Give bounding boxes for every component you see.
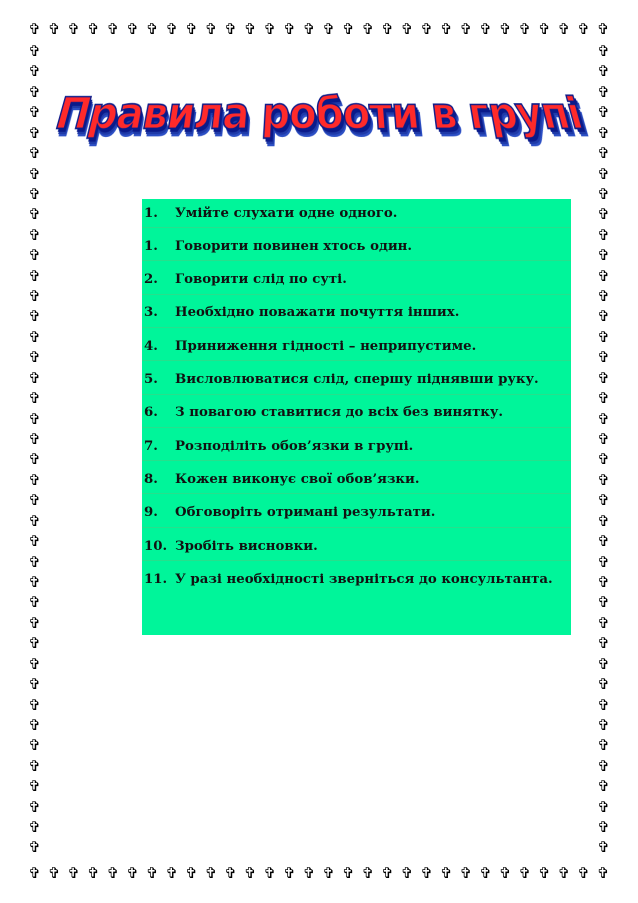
person-figure-icon: ✞	[28, 164, 41, 183]
person-figure-icon: ✞	[597, 777, 610, 796]
person-figure-icon: ✞	[597, 756, 610, 775]
person-figure-icon: ✞	[106, 864, 120, 882]
person-figure-icon: ✞	[28, 593, 41, 612]
person-figure-icon: ✞	[243, 20, 257, 38]
rule-item	[142, 399, 571, 428]
person-figure-icon: ✞	[28, 797, 41, 816]
rule-number: 3.	[144, 305, 158, 321]
rule-number: 6.	[144, 405, 158, 421]
person-figure-icon: ✞	[400, 864, 414, 882]
person-figure-icon: ✞	[597, 225, 610, 244]
person-figure-icon: ✞	[28, 450, 41, 469]
person-figure-icon: ✞	[341, 20, 355, 38]
page-border-left	[27, 44, 42, 856]
person-figure-icon: ✞	[322, 864, 335, 882]
rule-item	[142, 366, 571, 395]
person-figure-icon: ✞	[28, 42, 41, 60]
person-figure-icon: ✞	[597, 532, 610, 551]
rule-number: 4.	[144, 338, 158, 354]
person-figure-icon: ✞	[106, 20, 120, 38]
page-border-right	[596, 44, 611, 856]
rule-item	[142, 499, 571, 528]
person-figure-icon: ✞	[597, 184, 610, 203]
person-figure-icon: ✞	[597, 205, 610, 224]
person-figure-icon: ✞	[165, 864, 179, 882]
person-figure-icon: ✞	[459, 20, 473, 38]
person-figure-icon: ✞	[479, 20, 492, 38]
person-figure-icon: ✞	[597, 613, 610, 632]
rule-number: 7.	[144, 438, 158, 454]
person-figure-icon: ✞	[597, 348, 610, 367]
person-figure-icon: ✞	[28, 695, 41, 714]
person-figure-icon: ✞	[28, 470, 41, 489]
person-figure-icon: ✞	[28, 430, 41, 449]
person-figure-icon: ✞	[597, 62, 610, 81]
person-figure-icon: ✞	[28, 307, 41, 326]
person-figure-icon: ✞	[518, 20, 532, 38]
person-figure-icon: ✞	[596, 20, 610, 38]
person-figure-icon: ✞	[28, 348, 41, 367]
person-figure-icon: ✞	[28, 266, 41, 285]
person-figure-icon: ✞	[185, 864, 198, 882]
person-figure-icon: ✞	[145, 864, 159, 882]
person-figure-icon: ✞	[597, 368, 610, 387]
person-figure-icon: ✞	[597, 307, 610, 326]
person-figure-icon: ✞	[597, 82, 610, 101]
person-figure-icon: ✞	[28, 491, 41, 510]
person-figure-icon: ✞	[126, 864, 139, 882]
rule-item	[142, 199, 571, 228]
rule-text: Говорити слід по суті.	[175, 272, 347, 288]
person-figure-icon: ✞	[28, 777, 41, 796]
person-figure-icon: ✞	[28, 287, 41, 306]
person-figure-icon: ✞	[28, 327, 41, 346]
person-figure-icon: ✞	[597, 715, 610, 734]
person-figure-icon: ✞	[597, 287, 610, 306]
person-figure-icon: ✞	[28, 552, 41, 571]
person-figure-icon: ✞	[28, 838, 41, 857]
person-figure-icon: ✞	[597, 430, 610, 449]
person-figure-icon: ✞	[538, 864, 551, 882]
person-figure-icon: ✞	[597, 470, 610, 489]
person-figure-icon: ✞	[28, 82, 41, 101]
rule-text: Зробіть висновки.	[175, 538, 318, 554]
person-figure-icon: ✞	[597, 736, 610, 755]
person-figure-icon: ✞	[597, 511, 610, 530]
person-figure-icon: ✞	[381, 20, 394, 38]
person-figure-icon: ✞	[28, 144, 41, 163]
rule-text: Розподіліть обов’язки в групі.	[175, 438, 414, 454]
rule-item	[142, 232, 571, 261]
person-figure-icon: ✞	[420, 864, 433, 882]
rule-text: У разі необхідності зверніться до консультанта.	[175, 571, 553, 587]
person-figure-icon: ✞	[597, 654, 610, 673]
person-figure-icon: ✞	[518, 864, 532, 882]
person-figure-icon: ✞	[283, 20, 296, 38]
page-title: Правила роботи в групі	[49, 89, 589, 140]
person-figure-icon: ✞	[597, 123, 610, 142]
rules-list	[142, 199, 571, 635]
person-figure-icon: ✞	[28, 246, 41, 265]
person-figure-icon: ✞	[126, 20, 139, 38]
person-figure-icon: ✞	[322, 20, 335, 38]
person-figure-icon: ✞	[597, 572, 610, 591]
rule-item	[142, 332, 571, 361]
person-figure-icon: ✞	[28, 409, 41, 428]
rule-text: Необхідно поважати почуття інших.	[175, 305, 460, 321]
person-figure-icon: ✞	[597, 695, 610, 714]
person-figure-icon: ✞	[597, 42, 610, 60]
person-figure-icon: ✞	[597, 675, 610, 694]
person-figure-icon: ✞	[302, 864, 316, 882]
person-figure-icon: ✞	[557, 864, 571, 882]
person-figure-icon: ✞	[302, 20, 316, 38]
person-figure-icon: ✞	[479, 864, 492, 882]
person-figure-icon: ✞	[597, 144, 610, 163]
person-figure-icon: ✞	[224, 20, 237, 38]
rule-text: Приниження гідності – неприпустиме.	[175, 338, 477, 354]
rule-item	[142, 532, 571, 561]
person-figure-icon: ✞	[498, 864, 512, 882]
person-figure-icon: ✞	[28, 123, 41, 142]
person-figure-icon: ✞	[597, 103, 610, 122]
person-figure-icon: ✞	[361, 20, 375, 38]
person-figure-icon: ✞	[597, 450, 610, 469]
rule-number: 10.	[144, 538, 168, 554]
person-figure-icon: ✞	[28, 368, 41, 387]
person-figure-icon: ✞	[263, 20, 277, 38]
rule-item	[142, 465, 571, 494]
rule-number: 2.	[144, 272, 158, 288]
page-border-top	[27, 22, 611, 37]
person-figure-icon: ✞	[597, 246, 610, 265]
person-figure-icon: ✞	[28, 715, 41, 734]
rule-item	[142, 266, 571, 295]
person-figure-icon: ✞	[28, 613, 41, 632]
person-figure-icon: ✞	[597, 838, 610, 857]
person-figure-icon: ✞	[597, 491, 610, 510]
person-figure-icon: ✞	[204, 20, 218, 38]
person-figure-icon: ✞	[185, 20, 198, 38]
person-figure-icon: ✞	[28, 225, 41, 244]
person-figure-icon: ✞	[596, 864, 610, 882]
person-figure-icon: ✞	[597, 266, 610, 285]
person-figure-icon: ✞	[440, 864, 453, 882]
person-figure-icon: ✞	[28, 532, 41, 551]
person-figure-icon: ✞	[577, 864, 590, 882]
person-figure-icon: ✞	[459, 864, 473, 882]
rule-number: 11.	[144, 571, 168, 587]
rule-item	[142, 565, 571, 593]
rule-number: 5.	[144, 372, 158, 387]
person-figure-icon: ✞	[28, 511, 41, 530]
person-figure-icon: ✞	[67, 20, 80, 38]
person-figure-icon: ✞	[283, 864, 296, 882]
title-container	[0, 82, 638, 142]
person-figure-icon: ✞	[28, 634, 41, 653]
person-figure-icon: ✞	[400, 20, 414, 38]
person-figure-icon: ✞	[47, 20, 61, 38]
person-figure-icon: ✞	[165, 20, 179, 38]
person-figure-icon: ✞	[597, 409, 610, 428]
person-figure-icon: ✞	[577, 20, 590, 38]
person-figure-icon: ✞	[28, 389, 41, 408]
person-figure-icon: ✞	[28, 62, 41, 81]
person-figure-icon: ✞	[557, 20, 571, 38]
person-figure-icon: ✞	[597, 389, 610, 408]
person-figure-icon: ✞	[87, 20, 100, 38]
person-figure-icon: ✞	[597, 797, 610, 816]
person-figure-icon: ✞	[381, 864, 394, 882]
person-figure-icon: ✞	[28, 572, 41, 591]
person-figure-icon: ✞	[28, 818, 41, 837]
rule-text: З повагою ставитися до всіх без винятку.	[175, 405, 504, 421]
person-figure-icon: ✞	[28, 736, 41, 755]
person-figure-icon: ✞	[243, 864, 257, 882]
person-figure-icon: ✞	[597, 593, 610, 612]
person-figure-icon: ✞	[597, 634, 610, 653]
person-figure-icon: ✞	[28, 20, 41, 38]
rule-text: Висловлюватися слід, спершу піднявши руку.	[175, 372, 539, 387]
person-figure-icon: ✞	[538, 20, 551, 38]
person-figure-icon: ✞	[87, 864, 100, 882]
page-border-bottom	[27, 866, 611, 881]
person-figure-icon: ✞	[145, 20, 159, 38]
person-figure-icon: ✞	[361, 864, 375, 882]
person-figure-icon: ✞	[28, 205, 41, 224]
person-figure-icon: ✞	[597, 552, 610, 571]
person-figure-icon: ✞	[263, 864, 277, 882]
person-figure-icon: ✞	[28, 654, 41, 673]
person-figure-icon: ✞	[28, 864, 41, 882]
rule-number: 1.	[144, 238, 158, 254]
person-figure-icon: ✞	[597, 164, 610, 183]
person-figure-icon: ✞	[28, 184, 41, 203]
person-figure-icon: ✞	[440, 20, 453, 38]
person-figure-icon: ✞	[341, 864, 355, 882]
rule-text: Говорити повинен хтось один.	[175, 238, 413, 254]
rule-number: 8.	[144, 471, 158, 487]
person-figure-icon: ✞	[28, 756, 41, 775]
person-figure-icon: ✞	[47, 864, 61, 882]
person-figure-icon: ✞	[597, 818, 610, 837]
rule-item	[142, 432, 571, 461]
person-figure-icon: ✞	[597, 327, 610, 346]
rule-number: 9.	[144, 505, 158, 521]
rule-item	[142, 299, 571, 328]
rule-text: Кожен виконує свої обов’язки.	[175, 471, 420, 487]
person-figure-icon: ✞	[420, 20, 433, 38]
person-figure-icon: ✞	[204, 864, 218, 882]
rule-text: Умійте слухати одне одного.	[175, 205, 398, 221]
rule-number: 1.	[144, 205, 158, 221]
person-figure-icon: ✞	[28, 675, 41, 694]
person-figure-icon: ✞	[498, 20, 512, 38]
person-figure-icon: ✞	[67, 864, 80, 882]
rule-text: Обговоріть отримані результати.	[175, 505, 436, 521]
person-figure-icon: ✞	[28, 103, 41, 122]
person-figure-icon: ✞	[224, 864, 237, 882]
